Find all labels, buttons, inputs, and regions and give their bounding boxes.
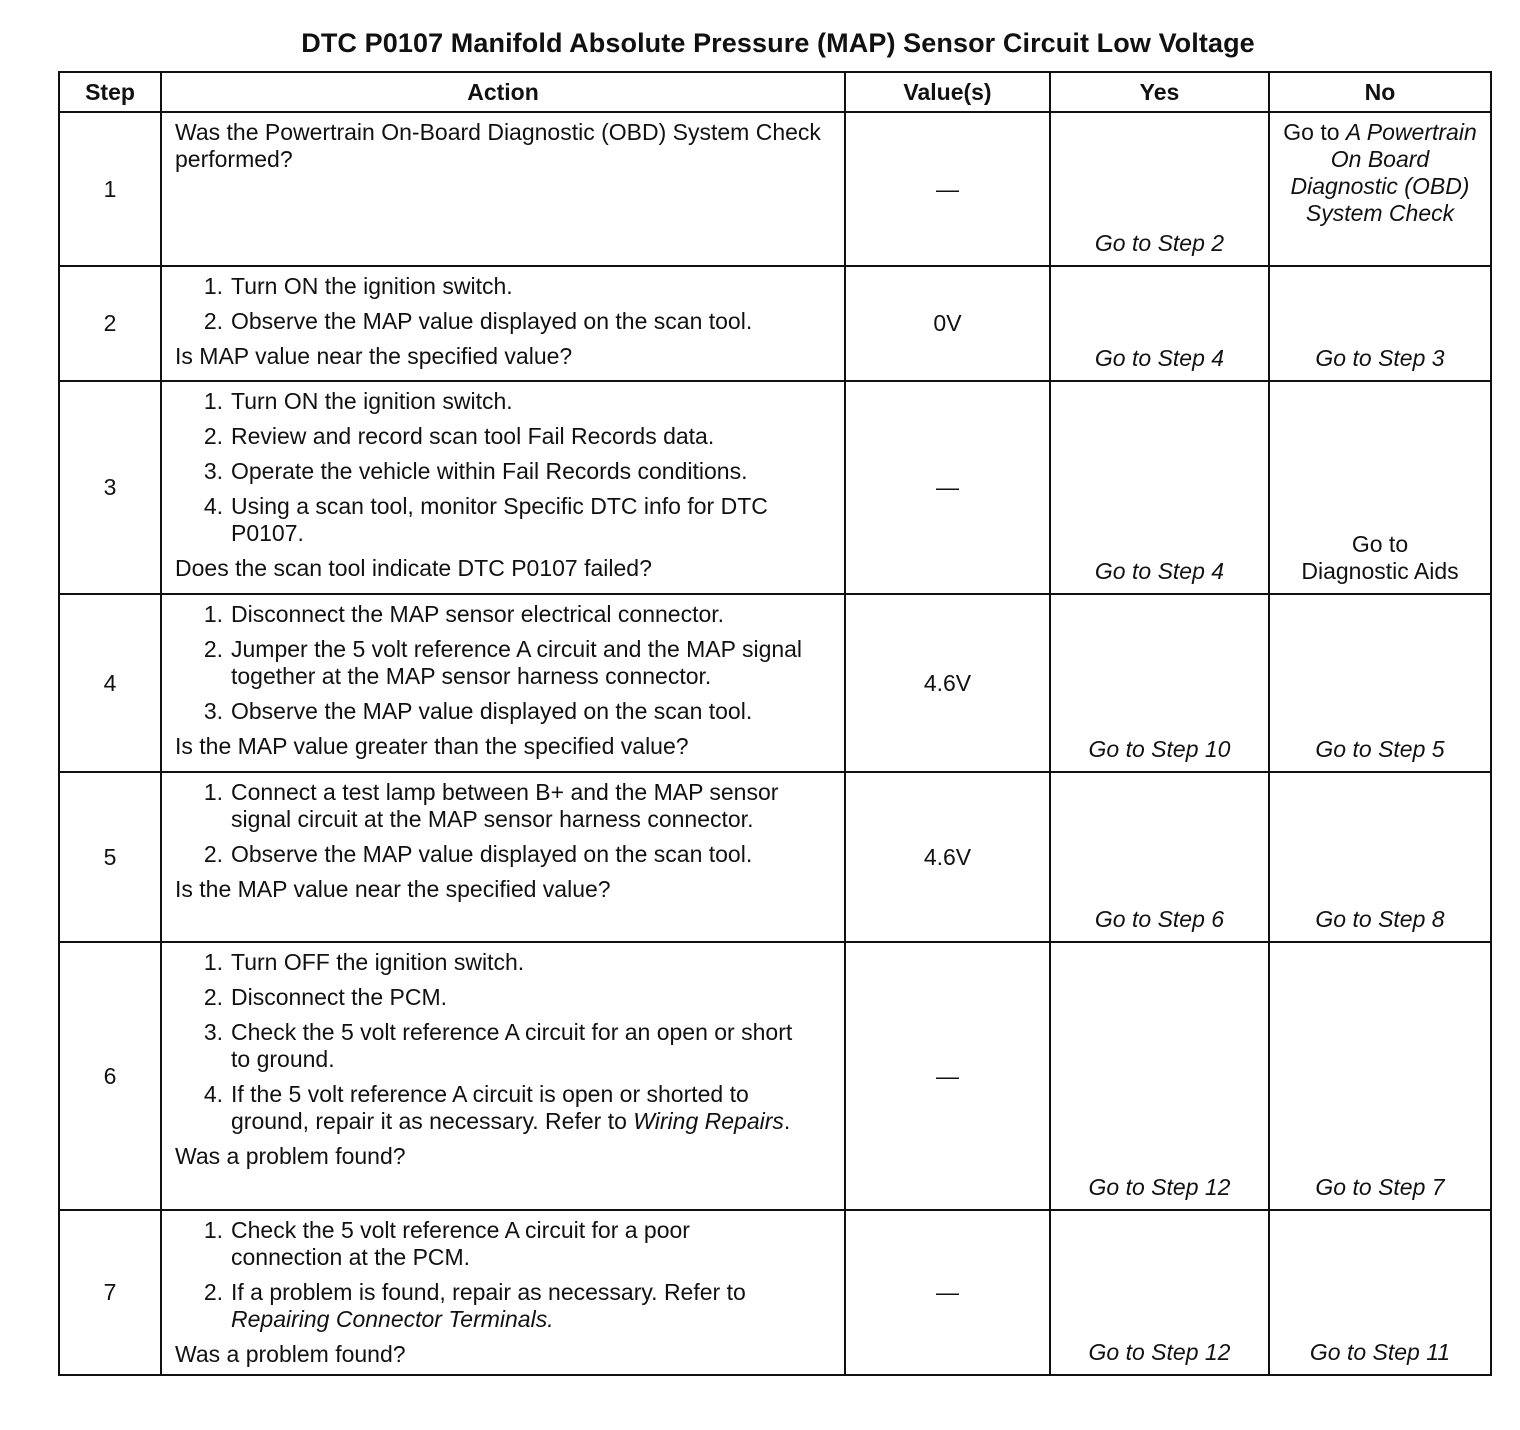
no-cell[interactable]: Go to Step 5 (1269, 594, 1491, 772)
action-question: Is MAP value near the specified value? (175, 343, 573, 369)
no-cell[interactable]: Go to Step 11 (1269, 1210, 1491, 1375)
no-cell[interactable]: Go to Step 7 (1269, 942, 1491, 1210)
no-prefix: Go to (1283, 119, 1340, 145)
action-substep: 4. Using a scan tool, monitor Specific DTC info for DTC P0107. (203, 493, 768, 546)
step-number: 1 (59, 112, 161, 266)
action-substep: 2. Observe the MAP value displayed on the scan tool. (203, 841, 753, 867)
action-cell (161, 942, 845, 1210)
yes-cell[interactable]: Go to Step 10 (1050, 594, 1269, 772)
action-substep: 3. Check the 5 volt reference A circuit for an open or short to ground. (203, 1019, 793, 1072)
wiring-repairs-link[interactable]: Wiring Repairs (633, 1108, 784, 1134)
step-number: 6 (59, 942, 161, 1210)
action-substep: 1. Connect a test lamp between B+ and the MAP sensor signal circuit at the MAP sensor harness connector. (203, 779, 779, 832)
no-cell[interactable] (1269, 381, 1491, 594)
value-cell: — (845, 942, 1050, 1210)
action-question: Is the MAP value greater than the specified value? (175, 733, 689, 759)
yes-cell[interactable]: Go to Step 4 (1050, 266, 1269, 381)
header-yes: Yes (1050, 72, 1269, 112)
value-cell: 4.6V (845, 772, 1050, 942)
action-substep: 1. Turn ON the ignition switch. (203, 388, 513, 414)
header-values: Value(s) (845, 72, 1050, 112)
repairing-connector-terminals-link[interactable]: Repairing Connector Terminals. (231, 1306, 554, 1332)
value-cell: — (845, 112, 1050, 266)
action-question: Was a problem found? (175, 1341, 406, 1367)
diagnostic-table (58, 71, 1492, 1376)
action-substep: 3. Operate the vehicle within Fail Records conditions. (203, 458, 748, 484)
action-substep: 2. Jumper the 5 volt reference A circuit and the MAP signal together at the MAP sensor harness connector. (203, 636, 803, 689)
yes-cell[interactable]: Go to Step 2 (1050, 112, 1269, 266)
action-question: Was a problem found? (175, 1143, 406, 1169)
yes-cell[interactable]: Go to Step 12 (1050, 942, 1269, 1210)
step-number: 4 (59, 594, 161, 772)
yes-cell[interactable]: Go to Step 4 (1050, 381, 1269, 594)
value-cell: 4.6V (845, 594, 1050, 772)
action-cell (161, 594, 845, 772)
no-line-1: Go to (1351, 531, 1409, 557)
table-header-row (59, 72, 1491, 112)
action-substep: 1. Turn ON the ignition switch. (203, 273, 513, 299)
header-action: Action (161, 72, 845, 112)
no-link[interactable]: A Powertrain On Board Diagnostic (OBD) System Check (1290, 119, 1477, 226)
table-row (59, 942, 1491, 1210)
yes-cell[interactable]: Go to Step 12 (1050, 1210, 1269, 1375)
header-step: Step (59, 72, 161, 112)
value-cell: — (845, 1210, 1050, 1375)
action-substep: 2. Disconnect the PCM. (203, 984, 448, 1010)
action-cell (161, 1210, 845, 1375)
table-row (59, 772, 1491, 942)
no-line-2[interactable]: Diagnostic Aids (1301, 558, 1459, 584)
action-cell (161, 772, 845, 942)
table-row (59, 594, 1491, 772)
action-question: Was the Powertrain On-Board Diagnostic (OBD) System Check performed? (175, 119, 821, 172)
no-cell[interactable] (1269, 112, 1491, 266)
action-substep: 1. Turn OFF the ignition switch. (203, 949, 525, 975)
no-cell[interactable]: Go to Step 3 (1269, 266, 1491, 381)
action-substep: 1. Disconnect the MAP sensor electrical connector. (203, 601, 725, 627)
action-substep: 2. Review and record scan tool Fail Records data. (203, 423, 715, 449)
value-cell: 0V (845, 266, 1050, 381)
action-substep: 2. If a problem is found, repair as necessary. Refer to Repairing Connector Terminals. (203, 1279, 746, 1332)
action-question: Is the MAP value near the specified value? (175, 876, 611, 902)
step-number: 2 (59, 266, 161, 381)
table-row (59, 1210, 1491, 1375)
action-substep: 3. Observe the MAP value displayed on the scan tool. (203, 698, 753, 724)
step-number: 5 (59, 772, 161, 942)
step-number: 3 (59, 381, 161, 594)
action-cell (161, 112, 845, 266)
header-no: No (1269, 72, 1491, 112)
page-title: DTC P0107 Manifold Absolute Pressure (MAP) Sensor Circuit Low Voltage (301, 28, 1255, 58)
table-row (59, 266, 1491, 381)
action-question: Does the scan tool indicate DTC P0107 failed? (175, 555, 652, 581)
no-cell[interactable]: Go to Step 8 (1269, 772, 1491, 942)
table-row (59, 112, 1491, 266)
action-cell (161, 266, 845, 381)
action-substep: 2. Observe the MAP value displayed on the scan tool. (203, 308, 753, 334)
action-substep: 4. If the 5 volt reference A circuit is open or shorted to ground, repair it as necessary. Refer to Wiring Repairs. (203, 1081, 791, 1134)
yes-cell[interactable]: Go to Step 6 (1050, 772, 1269, 942)
table-row (59, 381, 1491, 594)
step-number: 7 (59, 1210, 161, 1375)
action-cell (161, 381, 845, 594)
action-substep: 1. Check the 5 volt reference A circuit for a poor connection at the PCM. (203, 1217, 690, 1270)
value-cell: — (845, 381, 1050, 594)
